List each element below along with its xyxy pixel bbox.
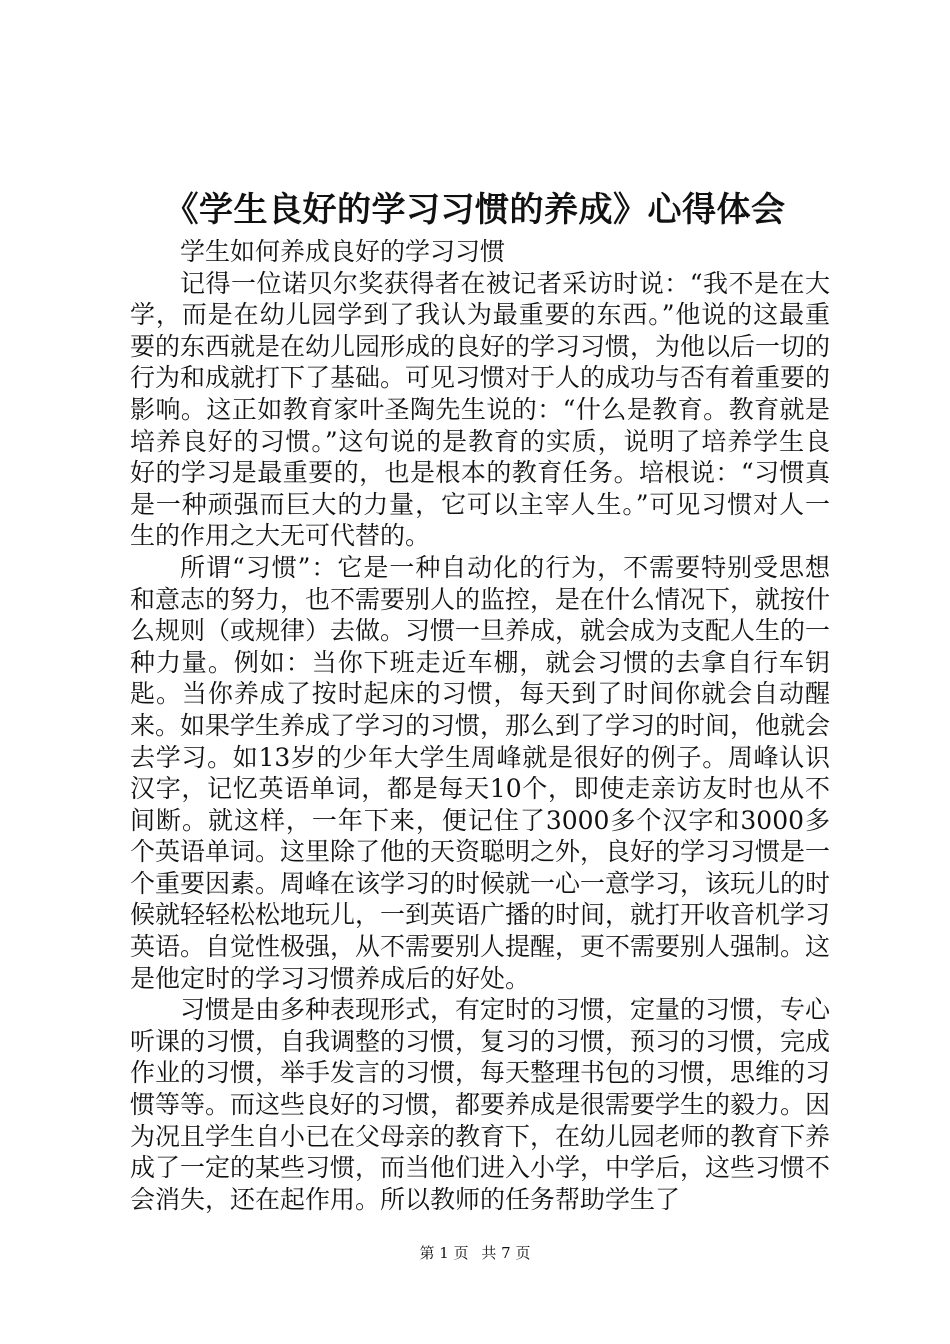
page-footer xyxy=(0,1243,950,1263)
document-body xyxy=(130,236,830,1215)
document-subtitle: 学生如何养成良好的学习习惯 xyxy=(180,237,506,266)
document-title: 《学生良好的学习习惯的养成》心得体会 xyxy=(164,190,786,230)
paragraph-2: 所谓“习惯”：它是一种自动化的行为，不需要特别受思想和意志的努力，也不需要别人的监控，是在什么情况下，就按什么规则（或规律）去做。习惯一旦养成，就会成为支配人生的一种力量。例如：当你下班走近车棚，就会习惯的去拿自行车钥匙。当你养成了按时起床的习惯，每天到了时间你就会自动醒来。如果学生养成了学习的习惯，那么到了学习的时间，他就会去学习。如13岁的少年大学生周峰就是很好的例子。周峰认识汉字，记忆英语单词，都是每天10个，即使走亲访友时也从不间断。就这样，一年下来，便记住了3000多个汉字和3000多个英语单词。这里除了他的天资聪明之外，良好的学习习惯是一个重要因素。周峰在该学习的时候就一心一意学习，该玩儿的时候就轻轻松松地玩儿，一到英语广播的时间，就打开收音机学习英语。自觉性极强，从不需要别人提醒，更不需要别人强制。这是他定时的学习习惯养成后的好处。 xyxy=(130,552,831,993)
page-total: 共 7 页 xyxy=(481,1244,531,1262)
paragraph-3: 习惯是由多种表现形式，有定时的习惯，定量的习惯，专心听课的习惯，自我调整的习惯，复习的习惯，预习的习惯，完成作业的习惯，举手发言的习惯，每天整理书包的习惯，思维的习惯等等。而这些良好的习惯，都要养成是很需要学生的毅力。因为况且学生自小已在父母亲的教育下，在幼儿园老师的教育下养成了一定的某些习惯，而当他们进入小学，中学后，这些习惯不会消失，还在起作用。所以教师的任务帮助学生了 xyxy=(130,995,831,1214)
page-number: 第 1 页 xyxy=(419,1244,469,1262)
paragraph-1: 记得一位诺贝尔奖获得者在被记者采访时说：“我不是在大学，而是在幼儿园学到了我认为最重要的东西。”他说的这最重要的东西就是在幼儿园形成的良好的学习习惯，为他以后一切的行为和成就打下了基础。可见习惯对于人的成功与否有着重要的影响。这正如教育家叶圣陶先生说的：“什么是教育。教育就是培养良好的习惯。”这句说的是教育的实质，说明了培养学生良好的学习是最重要的，也是根本的教育任务。培根说：“习惯真是一种顽强而巨大的力量，它可以主宰人生。”可见习惯对人一生的作用之大无可代替的。 xyxy=(130,268,831,551)
